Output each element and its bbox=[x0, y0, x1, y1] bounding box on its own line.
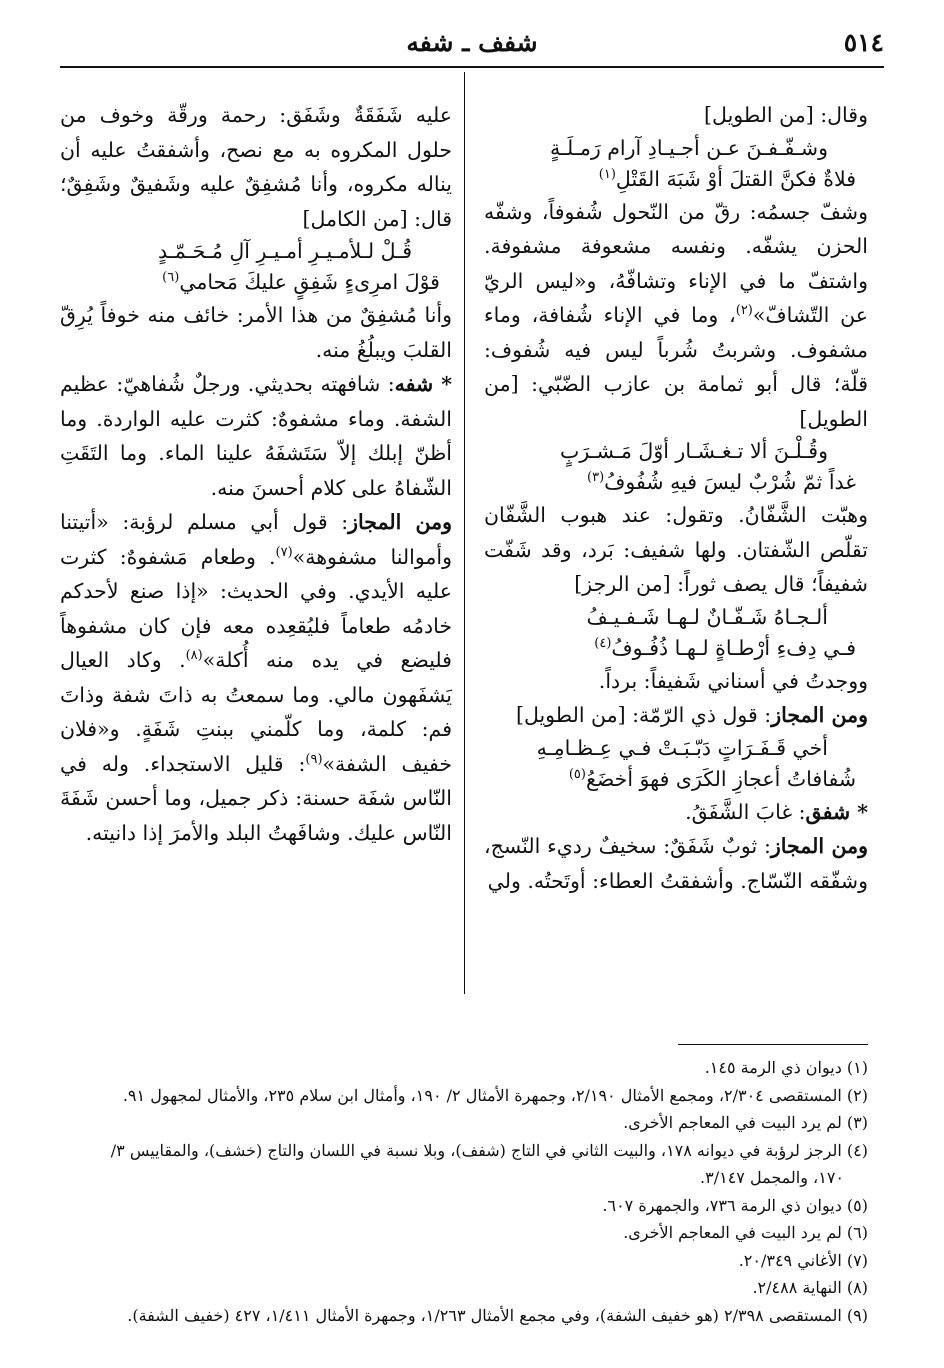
text: . وكاد العيال يَشفَهون مالي. وما سمعتُ به ذاتَ شفة وذاتَ فم: كلمة، وما كلّمني ببنتِ شَفَةٍ. و«فلان خفيف الشفة» bbox=[60, 648, 452, 776]
footnote-ref: (٢) bbox=[735, 303, 753, 319]
text: عليه شَفَقَةٌ وشَفَق: رحمة ورقّة وخوف من حلول المكروه به مع نصح، وأشفقتُ عليه أن يناله مكروه، وأنا مُشفِقٌ عليه وشَفيقٌ وشَفِقٌ؛ قال: [من الكامل] bbox=[60, 103, 452, 231]
footnote: (٥) ديوان ذي الرمة ٧٣٦، والجمهرة ٦٠٧. bbox=[602, 1195, 868, 1215]
text: فـي دِفءِ أرْطـاةٍ لـهـا ذُفُـوفُ bbox=[611, 635, 856, 660]
left-column bbox=[60, 98, 452, 850]
entry-head: * شفه bbox=[394, 372, 452, 396]
footnote: (٤) الرجز لرؤبة في ديوانه ١٧٨، والبيت الثاني في التاج (شفف)، وبلا نسبة في اللسان والتاج (خشف)، والمقاييس ٣/ bbox=[110, 1140, 868, 1160]
paragraph bbox=[484, 498, 868, 602]
footnote-ref: (٩) bbox=[305, 751, 323, 767]
header-rule bbox=[60, 66, 884, 68]
running-header bbox=[60, 22, 884, 66]
paragraph bbox=[484, 829, 868, 898]
footnote: (٩) المستقصى ٢/٣٩٨ (هو خفيف الشفة)، وفي مجمع الأمثال ١/٢٦٣، وجمهرة الأمثال ١/٤١١، ٤٢٧ (خفيف الشفة). bbox=[127, 1305, 868, 1325]
footnote-ref: (٦) bbox=[162, 270, 180, 286]
text: وقُـلْـنَ ألا تـغـشَـار أوّلَ مَـشـرَبٍ bbox=[560, 439, 828, 463]
verse-line bbox=[484, 436, 868, 467]
footnote: ١٧٠، والمجمل ٣/١٤٧. bbox=[700, 1168, 844, 1187]
verse-line bbox=[484, 133, 868, 164]
text: قُـلْ لـلأمـيـرِ أمـيـرِ آلِ مُـحَـمّـدٍ bbox=[158, 239, 412, 263]
footnote: (٧) الأغاني ٢٠/٣٤٩. bbox=[738, 1250, 868, 1270]
text: قوْلَ امرِىءٍ شَفِقٍ عليكَ مَحامي bbox=[179, 270, 440, 294]
text: أخي قَـفَـرَاتٍ دَبّـبَـتْ فـي عِـظـامِـهِ bbox=[536, 735, 828, 760]
footnote-ref: (٤) bbox=[594, 635, 612, 651]
paragraph bbox=[484, 664, 868, 699]
verse-line bbox=[484, 164, 868, 195]
footnote: (١) ديوان ذي الرمة ١٤٥. bbox=[704, 1058, 868, 1077]
text: وهبّت الشَّفّانُ. وتقول: عند هبوب الشَّفّان تقلّص الشّفتان. ولها شفيف: بَرد، وقد شَفّت شفيفاً؛ قال يصف ثوراً: [من الرجز] bbox=[484, 503, 868, 596]
text: : قول ذي الرّمّة: [من الطويل] bbox=[515, 703, 772, 727]
footnote-ref: (٧) bbox=[275, 544, 293, 560]
text: غداً ثمّ شُرْبٌ ليسَ فيهِ شُفُوفُ bbox=[604, 470, 856, 494]
footnote-ref: (٥) bbox=[568, 766, 586, 782]
verse-line bbox=[484, 633, 868, 664]
right-column bbox=[484, 98, 868, 898]
footnote: (٢) المستقصى ٢/٣٠٤، ومجمع الأمثال ٢/١٩٠، وجمهرة الأمثال ٢/ ١٩٠، وأمثال ابن سلام ٢٣٥، والأمثال لمجهول ٩١. bbox=[122, 1085, 868, 1105]
entry-head: ومن المجاز bbox=[771, 703, 868, 727]
footnote: (٨) النهاية ٢/٤٨٨. bbox=[752, 1278, 868, 1297]
entry-head: * شفق bbox=[805, 799, 868, 824]
text: وأنا مُشفِقٌ من هذا الأمر: خائف منه خوفاً يُرِقّ القلبَ ويبلُغُ منه. bbox=[60, 303, 452, 362]
paragraph bbox=[60, 367, 452, 505]
paragraph bbox=[60, 98, 452, 236]
text: : قول أبي مسلم لرؤبة: «أتيتنا وأموالنا مشفوهة» bbox=[60, 510, 452, 569]
verse-line bbox=[484, 602, 868, 633]
footnote-ref: (١) bbox=[598, 166, 616, 182]
text: : شافهته بحديثي. ورجلٌ شُفاهيّ: عظيم الشفة. وماء مشفوهٌ: كثرت عليه الواردة. وما أظنّ إبلك إلاّ سَتَشفَهُ علينا الماء. وما التَقَتِ الشّفاهُ على كلام أحسنَ منه. bbox=[60, 372, 452, 500]
verse-line bbox=[60, 236, 452, 267]
text: : ثوبٌ شَفَقٌ: سخيفٌ رديء النّسج، وشفّقه النّسّاج. وأشفقتُ العطاء: أوتَحتُه. ولي bbox=[484, 834, 868, 893]
paragraph bbox=[484, 698, 868, 733]
paragraph bbox=[484, 795, 868, 830]
text: : غابَ الشَّفَقُ. bbox=[685, 799, 806, 824]
text: . وطعام مَشفوهٌ: كثرت عليه الأيدي. وفي الحديث: «إذا صنع لأحدكم خادمُه طعاماً فليُقعِده معه فإن كان مشفوهاً فليضع في يده منه أُكلة» bbox=[60, 544, 452, 672]
footnote-rule bbox=[678, 1044, 868, 1045]
text: : قليل الاستجداء. وله في النّاس شفَة حسنة: ذكر جميل، وما أحسن شَفَةَ النّاس عليك. وشافَهتُ البلد والأمرَ إذا دانيته. bbox=[60, 751, 452, 845]
footnote: (٣) لم يرد البيت في المعاجم الأخرى. bbox=[623, 1113, 868, 1132]
text: فلاةٌ فكنَّ القتلَ أوْ شَبَهَ القَتْلِ bbox=[615, 166, 856, 191]
footnotes bbox=[60, 1054, 868, 1329]
page-number: ٥١٤ bbox=[843, 28, 884, 57]
text: وشفّ جسمُه: رقّ من النّحول شُفوفاً، وشفّه الحزن يشفّه. ونفسه مشعوفة مشفوفة. واشتفّ ما في الإناء وتشافّهُ، و«ليس الريّ عن التّشافّ» bbox=[484, 199, 868, 327]
column-divider bbox=[464, 72, 465, 994]
verse-line bbox=[484, 764, 868, 795]
paragraph bbox=[60, 298, 452, 367]
footnote-ref: (٨) bbox=[185, 648, 203, 664]
paragraph bbox=[484, 195, 868, 437]
footnote-ref: (٣) bbox=[587, 470, 605, 486]
entry-head: ومن المجاز bbox=[348, 510, 452, 534]
verse-line bbox=[484, 733, 868, 764]
text: ووجدتُ في أسناني شَفيفاً: برداً. bbox=[598, 668, 868, 693]
verse-line bbox=[60, 267, 452, 298]
entry-head: ومن المجاز bbox=[770, 834, 868, 858]
page-title: شفف ـ شفه bbox=[406, 28, 538, 57]
paragraph bbox=[484, 98, 868, 133]
verse-line bbox=[484, 467, 868, 498]
paragraph bbox=[60, 505, 452, 850]
text: ، وما في الإناء شُفافة، وماء مشفوف. وشربتُ شُرباً ليس فيه شُفوف: قلّة؛ قال أبو ثمامة بن عازب الضّبّي: [من الطويل] bbox=[484, 303, 868, 431]
footnote: (٦) لم يرد البيت في المعاجم الأخرى. bbox=[623, 1223, 868, 1242]
text: وشـفّـفـنَ عـن أجـيـادِ آرام رَمـلَـةٍ bbox=[550, 135, 828, 160]
text: شُفافاتُ أعجازِ الكَرَى فهوَ أخضَعُ bbox=[585, 766, 856, 791]
text: ألـجـاهُ شَـفّـانٌ لـهـا شَـفـيـفُ bbox=[586, 604, 828, 629]
text: وقال: [من الطويل] bbox=[704, 103, 868, 127]
